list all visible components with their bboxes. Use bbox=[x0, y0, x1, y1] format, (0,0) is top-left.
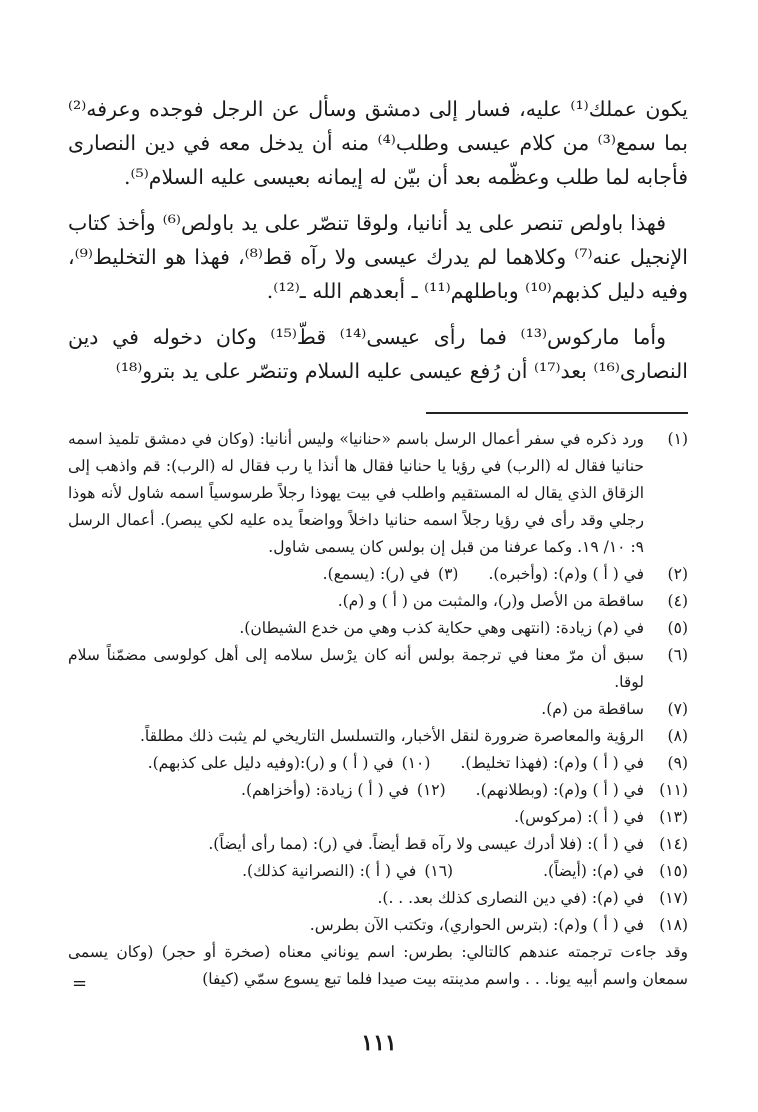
footnote-6 bbox=[68, 642, 688, 696]
continuation-mark: = bbox=[72, 973, 88, 994]
footnote-15-16 bbox=[68, 858, 688, 885]
footnote-18 bbox=[68, 912, 688, 939]
footnote-18-continuation: وقد جاءت ترجمته عندهم كالتالي: بطرس: اسم يوناني معناه (صخرة أو حجر) (وكان يسمى سمعان واسم أبيه يونا. . . واسم مدينته بيت صيدا فلما تبع يسوع سمّي (كيفا) bbox=[68, 943, 688, 988]
footnote-text: ساقطة من الأصل و(ر)، والمثبت من ( أ ) و (م). bbox=[337, 592, 644, 610]
footnote-text: ساقطة من (م). bbox=[541, 700, 644, 718]
footnote-number: (٥) bbox=[667, 619, 688, 637]
footnote-17 bbox=[68, 885, 688, 912]
footnote-text: في (م) زيادة: (انتهى وهي حكاية كذب وهي من خدع الشيطان). bbox=[239, 619, 644, 637]
footnote-number: (١٠) bbox=[401, 754, 431, 772]
footnote-number: (١٥) bbox=[659, 862, 688, 880]
footnote-text: ورد ذكره في سفر أعمال الرسل باسم «حنانيا» وليس أنانيا: (وكان في دمشق تلميذ اسمه حنانيا فقال له (الرب) في رؤيا يا حنانيا فقال ها أنذا يا رب فقال له (الرب): قم واذهب إلى الزقاق الذي يقال له المستقيم واطلب في بيت يهوذا رجلاً طرسوسياً اسمه شاول لأنه هوذا رجلي وقد رأى في رؤيا رجلاً اسمه حنانيا داخلاً وواضعاً يده عليه لكي يبصر). أعمال الرسل ٩: ١٠/ ١٩. وكما عرفنا من قبل إن بولس كان يسمى شاول. bbox=[68, 430, 644, 556]
footnote-2-3 bbox=[68, 561, 688, 588]
paragraph-1: يكون عملك⁽¹⁾ عليه، فسار إلى دمشق وسأل عن الرجل فوجده وعرفه⁽²⁾ بما سمع⁽³⁾ من كلام عيسى وطلب⁽⁴⁾ منه أن يدخل معه في دين النصارى فأجابه لما طلب وعظّمه بعد أن بيّن له إيمانه بعيسى عليه السلام⁽⁵⁾. bbox=[68, 97, 688, 189]
footnote-text: في ( أ ) و(م): (فهذا تخليط). bbox=[460, 754, 644, 772]
footnote-number: (٤) bbox=[667, 592, 688, 610]
footnote-text: في ( أ ) و(م): (وبطلانهم). bbox=[475, 781, 644, 799]
footnote-separator bbox=[0, 412, 758, 414]
footnote-number: (١٤) bbox=[659, 835, 688, 853]
footnote-number: (١) bbox=[667, 430, 688, 448]
footnote-text: في ( أ ): (فلا أدرك عيسى ولا رآه قط أيضاً. في (ر): (مما رأى أيضاً). bbox=[208, 835, 644, 853]
footnote-text: سبق أن مرّ معنا في ترجمة بولس أنه كان يرْسل سلامه إلى أهل كولوسى مضمّناً سلام لوقا. bbox=[68, 646, 644, 691]
paragraph-2: فهذا باولص تنصر على يد أنانيا، ولوقا تنصّر على يد باولص⁽⁶⁾ وأخذ كتاب الإنجيل عنه⁽⁷⁾ وكلاهما لم يدرك عيسى ولا رآه قط⁽⁸⁾، فهذا هو التخليط⁽⁹⁾، وفيه دليل كذبهم⁽¹⁰⁾ وباطلهم⁽¹¹⁾ ـ أبعدهم الله ـ⁽¹²⁾. bbox=[68, 211, 688, 303]
footnote-text: في ( أ ): (النصرانية كذلك). bbox=[242, 862, 417, 880]
footnote-number: (٩) bbox=[667, 754, 688, 772]
footnote-number: (١٦) bbox=[424, 862, 454, 880]
footnote-number: (٦) bbox=[667, 646, 688, 664]
footnote-text: الرؤية والمعاصرة ضرورة لنقل الأخبار، والتسلسل التاريخي لم يثبت ذلك مطلقاً. bbox=[140, 727, 644, 745]
footnotes bbox=[68, 426, 688, 993]
footnote-1 bbox=[68, 426, 688, 561]
footnote-7 bbox=[68, 696, 688, 723]
footnote-4 bbox=[68, 588, 688, 615]
footnote-text: في (ر): (يسمع). bbox=[322, 565, 431, 583]
page-number: ١١١ bbox=[361, 1030, 397, 1056]
footnote-5 bbox=[68, 615, 688, 642]
footnote-text: في ( أ ) و(م): (وأخبره). bbox=[488, 565, 644, 583]
footnote-number: (٨) bbox=[667, 727, 688, 745]
footnote-text: في ( أ ): (مركوس). bbox=[514, 808, 644, 826]
footnote-text: في (م): (في دين النصارى كذلك بعد. . .). bbox=[377, 889, 644, 907]
footnote-number: (٢) bbox=[667, 565, 688, 583]
footnote-8 bbox=[68, 723, 688, 750]
footnote-9-10 bbox=[68, 750, 688, 777]
footnote-text: في ( أ ) و(م): (بترس الحواري)، وتكتب الآن بطرس. bbox=[309, 916, 644, 934]
main-text bbox=[68, 92, 688, 400]
footnote-text: في ( أ ) زيادة: (وأخزاهم). bbox=[241, 781, 409, 799]
footnote-number: (١١) bbox=[659, 781, 688, 799]
footnote-13 bbox=[68, 804, 688, 831]
footnote-text: في (م): (أيضاً). bbox=[543, 862, 644, 880]
footnote-number: (٧) bbox=[667, 700, 688, 718]
footnote-number: (٣) bbox=[438, 565, 459, 583]
footnote-14 bbox=[68, 831, 688, 858]
footnote-number: (١٣) bbox=[659, 808, 688, 826]
footnote-number: (١٨) bbox=[659, 916, 688, 934]
footnote-11-12 bbox=[68, 777, 688, 804]
footnote-text: في ( أ ) و (ر):(وفيه دليل على كذبهم). bbox=[147, 754, 394, 772]
footnote-number: (١٧) bbox=[659, 889, 688, 907]
paragraph-3: وأما ماركوس⁽¹³⁾ فما رأى عيسى⁽¹⁴⁾ قطّ⁽¹⁵⁾ وكان دخوله في دين النصارى⁽¹⁶⁾ بعد⁽¹⁷⁾ أن رُفع عيسى عليه السلام وتنصّر على يد بترو⁽¹⁸⁾ bbox=[68, 325, 688, 383]
footnote-number: (١٢) bbox=[416, 781, 446, 799]
